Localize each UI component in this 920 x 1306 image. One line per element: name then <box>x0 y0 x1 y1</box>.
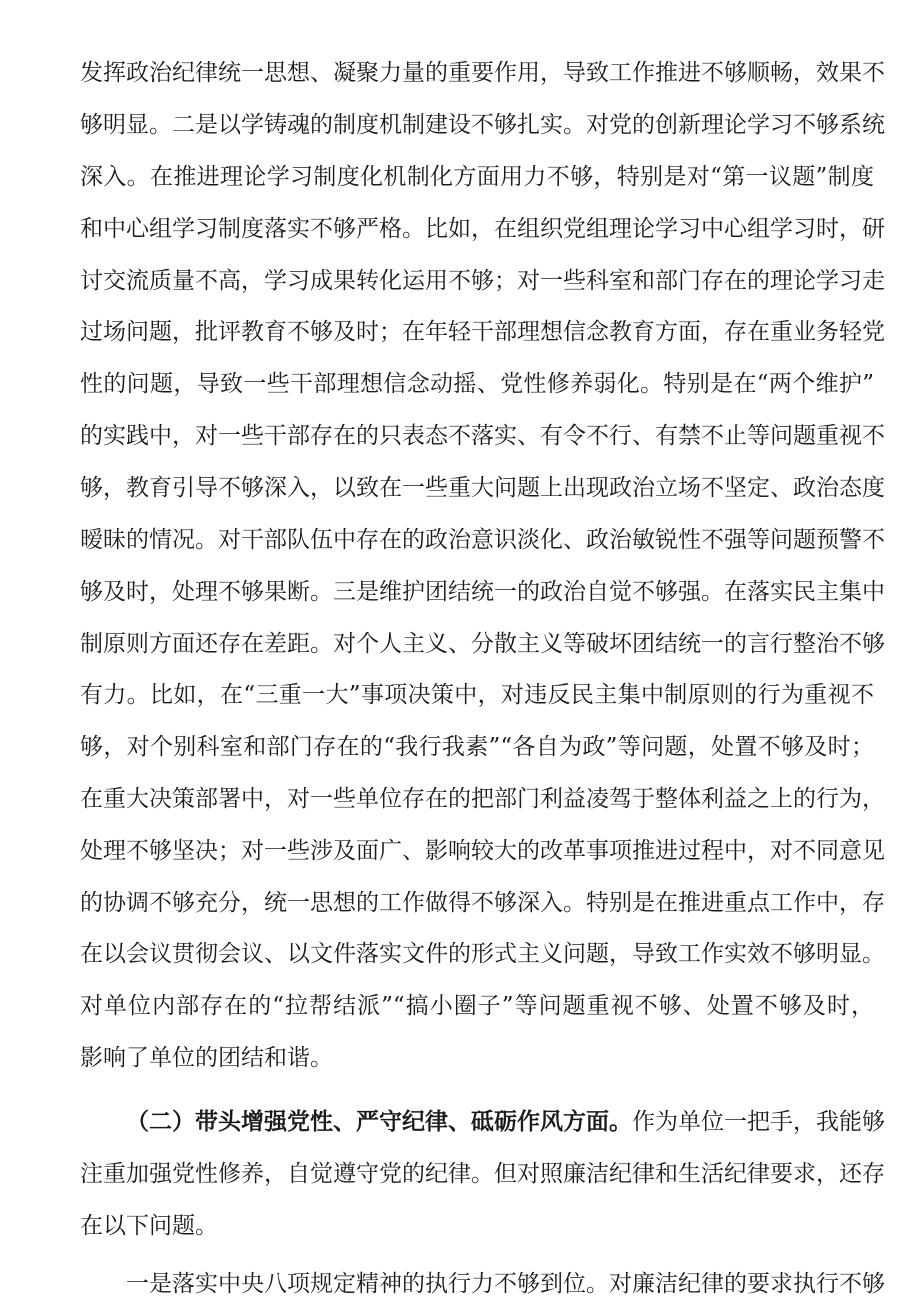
paragraph-line: 制原则方面还存在差距。对个人主义、分散主义等破坏团结统一的言行整治不够 <box>80 631 885 657</box>
section-heading: （二）带头增强党性、严守纪律、砥砺作风方面。 <box>126 1108 632 1135</box>
paragraph-line: 对单位内部存在的“拉帮结派”“搞小圈子”等问题重视不够、处置不够及时， <box>80 993 874 1019</box>
paragraph-line: 够及时，处理不够果断。三是维护团结统一的政治自觉不够强。在落实民主集中 <box>80 579 885 605</box>
paragraph-line: 的实践中，对一些干部存在的只表态不落实、有令不行、有禁不止等问题重视不 <box>80 423 885 449</box>
section-heading-line <box>126 1100 885 1144</box>
paragraph-line: 够明显。二是以学铸魂的制度机制建设不够扎实。对党的创新理论学习不够系统 <box>80 112 885 138</box>
paragraph-line: 影响了单位的团结和谐。 <box>80 1045 333 1071</box>
paragraph-line: 和中心组学习制度落实不够严格。比如，在组织党组理论学习中心组学习时，研 <box>80 216 885 242</box>
paragraph-line: 在重大决策部署中，对一些单位存在的把部门利益凌驾于整体利益之上的行为， <box>80 786 885 812</box>
paragraph-line: 深入。在推进理论学习制度化机制化方面用力不够，特别是对“第一议题”制度 <box>80 164 874 190</box>
paragraph-line: 在以会议贯彻会议、以文件落实文件的形式主义问题，导致工作实效不够明显。 <box>80 941 885 967</box>
paragraph-line: 注重加强党性修养，自觉遵守党的纪律。但对照廉洁纪律和生活纪律要求，还存 <box>80 1161 885 1187</box>
paragraph-line: 性的问题，导致一些干部理想信念动摇、党性修养弱化。特别是在“两个维护” <box>80 371 874 397</box>
paragraph-line: 发挥政治纪律统一思想、凝聚力量的重要作用，导致工作推进不够顺畅，效果不 <box>80 60 885 86</box>
paragraph-line: 够，教育引导不够深入，以致在一些重大问题上出现政治立场不坚定、政治态度 <box>80 475 885 501</box>
paragraph-line: 的协调不够充分，统一思想的工作做得不够深入。特别是在推进重点工作中，存 <box>80 890 885 916</box>
paragraph-line: 一是落实中央八项规定精神的执行力不够到位。对廉洁纪律的要求执行不够 <box>126 1271 885 1297</box>
paragraph-line: 过场问题，批评教育不够及时；在年轻干部理想信念教育方面，存在重业务轻党 <box>80 319 885 345</box>
paragraph-line: 在以下问题。 <box>80 1213 218 1239</box>
paragraph-line: 够，对个别科室和部门存在的“我行我素”“各自为政”等问题，处置不够及时； <box>80 734 874 760</box>
paragraph-line: 有力。比如，在“三重一大”事项决策中，对违反民主集中制原则的行为重视不 <box>80 682 874 708</box>
paragraph-line: 处理不够坚决；对一些涉及面广、影响较大的改革事项推进过程中，对不同意见 <box>80 838 885 864</box>
section-heading-rest: 作为单位一把手，我能够 <box>632 1109 885 1135</box>
paragraph-line: 讨交流质量不高，学习成果转化运用不够；对一些科室和部门存在的理论学习走 <box>80 268 885 294</box>
paragraph-line: 暧昧的情况。对干部队伍中存在的政治意识淡化、政治敏锐性不强等问题预警不 <box>80 527 885 553</box>
